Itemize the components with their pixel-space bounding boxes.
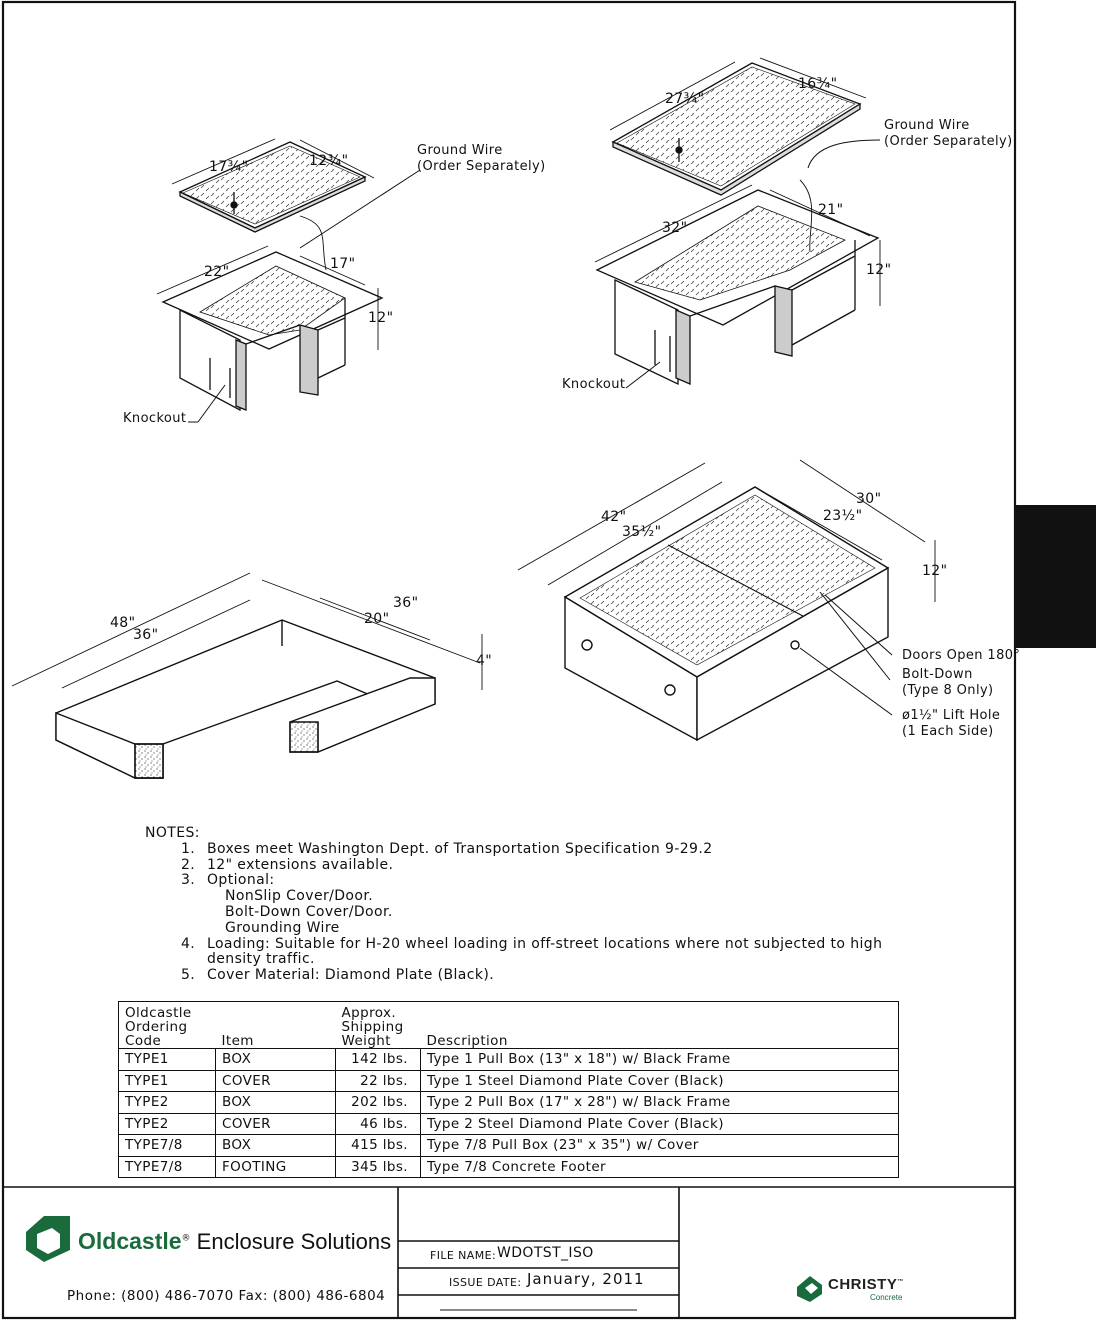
table-row: [119, 1049, 899, 1071]
cell-item: BOX: [216, 1135, 336, 1157]
note-text-continued: density traffic.: [207, 951, 315, 968]
file-name-value: WDOTST_ISO: [497, 1245, 594, 1261]
cell-description: Type 1 Steel Diamond Plate Cover (Black): [421, 1070, 899, 1092]
type1-cover-width: 12¾": [309, 153, 349, 169]
cell-weight: 46 lbs.: [336, 1113, 421, 1135]
note-subitem: Grounding Wire: [225, 919, 340, 936]
cell-weight: 22 lbs.: [336, 1070, 421, 1092]
christy-sub: Concrete: [870, 1293, 903, 1302]
type1-ground-wire-label: Ground Wire: [417, 143, 503, 158]
oldcastle-logo-icon: [26, 1216, 70, 1262]
header-weight: Approx. Shipping Weight: [341, 1005, 404, 1049]
brand-registered-mark: ®: [181, 1233, 191, 1244]
note-number: 4.: [181, 935, 196, 952]
cell-code: TYPE1: [119, 1049, 216, 1071]
contact-phone-fax: Phone: (800) 486-7070 Fax: (800) 486-6804: [67, 1288, 386, 1304]
note-subitem: Bolt-Down Cover/Door.: [225, 903, 393, 920]
lift-hole-note: (1 Each Side): [902, 724, 994, 739]
cell-description: Type 2 Steel Diamond Plate Cover (Black): [421, 1113, 899, 1135]
table-row: [119, 1156, 899, 1178]
christy-trademark: ™: [897, 1279, 904, 1285]
table-row: [119, 1092, 899, 1114]
cell-weight: 202 lbs.: [336, 1092, 421, 1114]
cell-code: TYPE2: [119, 1113, 216, 1135]
header-item: Item: [221, 1033, 254, 1049]
notes-section: [145, 825, 883, 984]
cell-description: Type 7/8 Concrete Footer: [421, 1156, 899, 1178]
type2-box-length: 32": [662, 220, 688, 236]
header-description: Description: [421, 1002, 899, 1049]
type2-cover-length: 27¾": [665, 91, 705, 107]
type1-box-width: 17": [330, 256, 356, 272]
footer-inner-length: 36": [133, 627, 159, 643]
cell-weight: 142 lbs.: [336, 1049, 421, 1071]
type1-box-length: 22": [204, 264, 230, 280]
footer-outer-length: 48": [110, 615, 136, 631]
type2-ground-wire-label: Ground Wire: [884, 118, 970, 133]
ordering-table: [118, 1001, 899, 1178]
type2-knockout-label: Knockout: [562, 377, 626, 392]
cell-code: TYPE1: [119, 1070, 216, 1092]
type2-drawing: [595, 58, 880, 388]
cell-description: Type 7/8 Pull Box (23" x 35") w/ Cover: [421, 1135, 899, 1157]
note-text: 12" extensions available.: [207, 856, 394, 873]
type78-inner-width: 23½": [823, 508, 863, 524]
cell-weight: 345 lbs.: [336, 1156, 421, 1178]
header-ordering-code: Oldcastle Ordering Code: [119, 1002, 216, 1049]
type2-cover-width: 16¾": [798, 76, 838, 92]
cell-description: Type 1 Pull Box (13" x 18") w/ Black Frame: [421, 1049, 899, 1071]
cell-item: COVER: [216, 1070, 336, 1092]
footer-inner-width: 20": [364, 611, 390, 627]
table-row: [119, 1135, 899, 1157]
christy-name: CHRISTY: [828, 1276, 898, 1293]
footer-height: 4": [476, 653, 493, 669]
type2-box-width: 21": [818, 202, 844, 218]
note-number: 1.: [181, 840, 196, 857]
cell-code: TYPE7/8: [119, 1135, 216, 1157]
type78-inner-length: 35½": [622, 524, 662, 540]
footer-outer-width: 36": [393, 595, 419, 611]
note-number: 5.: [181, 967, 196, 984]
notes-heading: NOTES:: [145, 825, 200, 841]
cell-code: TYPE2: [119, 1092, 216, 1114]
company-brand: [78, 1228, 391, 1255]
type78-outer-width: 30": [856, 491, 882, 507]
bolt-down-callout: Bolt-Down: [902, 667, 973, 682]
type1-box-height: 12": [368, 310, 394, 326]
cell-description: Type 2 Pull Box (17" x 28") w/ Black Frame: [421, 1092, 899, 1114]
brand-tagline: Enclosure Solutions: [190, 1229, 392, 1254]
table-row: [119, 1113, 899, 1135]
note-number: 3.: [181, 872, 196, 889]
file-name-label: FILE NAME:: [430, 1249, 497, 1262]
christy-logo-icon: [797, 1276, 822, 1302]
cell-weight: 415 lbs.: [336, 1135, 421, 1157]
cell-item: COVER: [216, 1113, 336, 1135]
cell-code: TYPE7/8: [119, 1156, 216, 1178]
note-text: Cover Material: Diamond Plate (Black).: [207, 967, 495, 984]
type78-outer-length: 42": [601, 509, 627, 525]
type2-ground-wire-note: (Order Separately): [884, 134, 1013, 149]
type1-ground-wire-note: (Order Separately): [417, 159, 546, 174]
type78-height: 12": [922, 563, 948, 579]
bolt-down-note: (Type 8 Only): [902, 683, 994, 698]
note-text: Loading: Suitable for H-20 wheel loading in off-street locations where not subjected to high: [207, 935, 883, 952]
issue-date-value: January, 2011: [527, 1270, 645, 1288]
note-text: Optional:: [207, 872, 275, 889]
note-subitem: NonSlip Cover/Door.: [225, 888, 374, 905]
cell-item: BOX: [216, 1092, 336, 1114]
table-row: [119, 1070, 899, 1092]
issue-date-label: ISSUE DATE:: [449, 1276, 522, 1289]
type1-cover-length: 17¾": [209, 159, 249, 175]
brand-name: Oldcastle: [78, 1228, 182, 1254]
cell-item: FOOTING: [216, 1156, 336, 1178]
section-tab-marker: [1016, 505, 1096, 648]
lift-hole-callout: ø1½" Lift Hole: [902, 708, 1001, 723]
doors-open-callout: Doors Open 180°: [902, 648, 1021, 663]
type1-drawing: [157, 139, 420, 422]
type2-box-height: 12": [866, 262, 892, 278]
type1-knockout-label: Knockout: [123, 411, 187, 426]
christy-brand: [828, 1276, 904, 1302]
cell-item: BOX: [216, 1049, 336, 1071]
note-text: Boxes meet Washington Dept. of Transportation Specification 9-29.2: [207, 840, 713, 857]
note-number: 2.: [181, 856, 196, 873]
